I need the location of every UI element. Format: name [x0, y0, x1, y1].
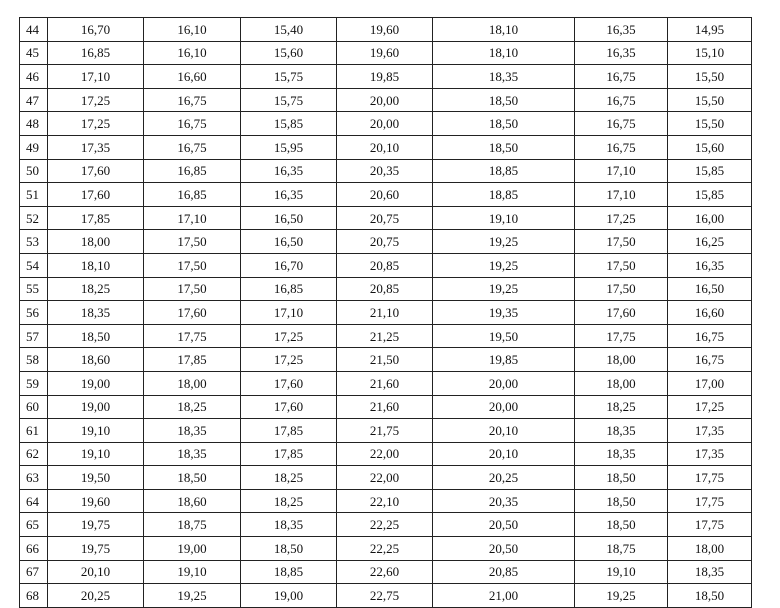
- row-number-cell: 52: [20, 206, 48, 230]
- table-row: [20, 135, 752, 159]
- table-row: [20, 348, 752, 372]
- value-cell: 19,10: [144, 560, 241, 584]
- value-cell: 19,00: [144, 537, 241, 561]
- value-cell: 20,00: [337, 88, 433, 112]
- value-cell: 18,35: [144, 419, 241, 443]
- value-cell: 22,25: [337, 537, 433, 561]
- value-cell: 15,75: [241, 65, 337, 89]
- row-number-cell: 62: [20, 442, 48, 466]
- value-cell: 15,50: [668, 112, 752, 136]
- value-cell: 15,75: [241, 88, 337, 112]
- value-cell: 19,50: [433, 324, 575, 348]
- row-number-cell: 56: [20, 301, 48, 325]
- value-cell: 18,10: [48, 253, 144, 277]
- value-cell: 16,35: [241, 159, 337, 183]
- value-cell: 21,00: [433, 584, 575, 608]
- value-cell: 17,10: [144, 206, 241, 230]
- value-cell: 15,95: [241, 135, 337, 159]
- value-cell: 20,25: [48, 584, 144, 608]
- value-cell: 16,75: [575, 65, 668, 89]
- value-cell: 17,25: [575, 206, 668, 230]
- value-cell: 18,50: [575, 513, 668, 537]
- value-cell: 18,85: [241, 560, 337, 584]
- value-cell: 17,25: [241, 348, 337, 372]
- value-cell: 16,10: [144, 18, 241, 42]
- value-cell: 19,25: [575, 584, 668, 608]
- value-cell: 18,50: [668, 584, 752, 608]
- value-cell: 20,10: [433, 442, 575, 466]
- value-cell: 22,10: [337, 489, 433, 513]
- value-cell: 15,50: [668, 88, 752, 112]
- value-cell: 22,00: [337, 442, 433, 466]
- value-cell: 20,10: [433, 419, 575, 443]
- value-cell: 18,35: [668, 560, 752, 584]
- value-cell: 20,35: [433, 489, 575, 513]
- value-cell: 17,50: [575, 230, 668, 254]
- table-row: [20, 206, 752, 230]
- value-cell: 20,60: [337, 183, 433, 207]
- row-number-cell: 48: [20, 112, 48, 136]
- value-cell: 18,75: [575, 537, 668, 561]
- value-cell: 18,10: [433, 41, 575, 65]
- value-cell: 20,50: [433, 513, 575, 537]
- value-cell: 17,10: [575, 159, 668, 183]
- row-number-cell: 51: [20, 183, 48, 207]
- value-cell: 20,00: [433, 395, 575, 419]
- value-cell: 20,85: [433, 560, 575, 584]
- table-row: [20, 159, 752, 183]
- table-row: [20, 41, 752, 65]
- table-row: [20, 489, 752, 513]
- value-cell: 16,35: [668, 253, 752, 277]
- value-cell: 16,35: [575, 41, 668, 65]
- value-cell: 19,00: [48, 371, 144, 395]
- value-cell: 17,10: [575, 183, 668, 207]
- value-cell: 21,25: [337, 324, 433, 348]
- value-cell: 15,60: [668, 135, 752, 159]
- row-number-cell: 60: [20, 395, 48, 419]
- table-row: [20, 442, 752, 466]
- row-number-cell: 53: [20, 230, 48, 254]
- row-number-cell: 49: [20, 135, 48, 159]
- row-number-cell: 45: [20, 41, 48, 65]
- row-number-cell: 63: [20, 466, 48, 490]
- value-cell: 18,60: [48, 348, 144, 372]
- value-cell: 17,60: [48, 183, 144, 207]
- value-cell: 18,50: [433, 88, 575, 112]
- value-cell: 18,50: [241, 537, 337, 561]
- value-cell: 17,75: [144, 324, 241, 348]
- value-cell: 17,85: [48, 206, 144, 230]
- row-number-cell: 47: [20, 88, 48, 112]
- value-cell: 16,75: [575, 112, 668, 136]
- value-cell: 14,95: [668, 18, 752, 42]
- value-cell: 20,00: [433, 371, 575, 395]
- value-cell: 16,75: [668, 348, 752, 372]
- value-cell: 17,75: [668, 466, 752, 490]
- value-cell: 21,60: [337, 371, 433, 395]
- value-cell: 18,35: [241, 513, 337, 537]
- value-cell: 16,50: [241, 230, 337, 254]
- table-row: [20, 230, 752, 254]
- table-row: [20, 277, 752, 301]
- value-cell: 19,25: [433, 253, 575, 277]
- value-cell: 18,35: [575, 442, 668, 466]
- value-cell: 19,50: [48, 466, 144, 490]
- row-number-cell: 46: [20, 65, 48, 89]
- value-cell: 16,10: [144, 41, 241, 65]
- value-cell: 15,85: [241, 112, 337, 136]
- value-cell: 21,10: [337, 301, 433, 325]
- value-cell: 18,00: [668, 537, 752, 561]
- value-cell: 16,75: [668, 324, 752, 348]
- row-number-cell: 44: [20, 18, 48, 42]
- value-cell: 16,35: [241, 183, 337, 207]
- value-cell: 15,85: [668, 183, 752, 207]
- value-cell: 16,70: [241, 253, 337, 277]
- value-cell: 16,85: [144, 183, 241, 207]
- value-cell: 17,35: [668, 419, 752, 443]
- table-row: [20, 537, 752, 561]
- value-cell: 19,25: [144, 584, 241, 608]
- table-row: [20, 65, 752, 89]
- value-cell: 17,25: [48, 112, 144, 136]
- value-cell: 17,50: [144, 230, 241, 254]
- value-cell: 22,25: [337, 513, 433, 537]
- value-cell: 21,50: [337, 348, 433, 372]
- value-cell: 19,10: [575, 560, 668, 584]
- value-cell: 16,50: [241, 206, 337, 230]
- row-number-cell: 68: [20, 584, 48, 608]
- value-cell: 19,25: [433, 230, 575, 254]
- value-cell: 20,10: [48, 560, 144, 584]
- value-cell: 20,85: [337, 253, 433, 277]
- value-cell: 18,10: [433, 18, 575, 42]
- value-cell: 18,35: [144, 442, 241, 466]
- value-cell: 16,75: [575, 88, 668, 112]
- value-cell: 18,25: [241, 489, 337, 513]
- row-number-cell: 55: [20, 277, 48, 301]
- value-cell: 19,75: [48, 513, 144, 537]
- value-cell: 16,75: [144, 112, 241, 136]
- value-cell: 17,75: [575, 324, 668, 348]
- value-cell: 19,60: [337, 18, 433, 42]
- table-row: [20, 584, 752, 608]
- value-cell: 20,25: [433, 466, 575, 490]
- value-cell: 16,85: [144, 159, 241, 183]
- value-cell: 19,10: [48, 419, 144, 443]
- value-cell: 17,35: [48, 135, 144, 159]
- value-cell: 15,85: [668, 159, 752, 183]
- value-cell: 16,60: [144, 65, 241, 89]
- value-cell: 16,75: [144, 135, 241, 159]
- value-cell: 22,75: [337, 584, 433, 608]
- value-cell: 18,00: [575, 371, 668, 395]
- value-cell: 18,50: [575, 466, 668, 490]
- value-cell: 21,60: [337, 395, 433, 419]
- value-cell: 18,35: [48, 301, 144, 325]
- value-cell: 17,10: [241, 301, 337, 325]
- value-cell: 17,85: [241, 419, 337, 443]
- value-cell: 19,60: [48, 489, 144, 513]
- value-cell: 17,60: [48, 159, 144, 183]
- table-row: [20, 560, 752, 584]
- value-cell: 17,85: [241, 442, 337, 466]
- value-cell: 19,75: [48, 537, 144, 561]
- value-cell: 16,70: [48, 18, 144, 42]
- value-cell: 19,25: [433, 277, 575, 301]
- row-number-cell: 54: [20, 253, 48, 277]
- value-cell: 18,50: [433, 112, 575, 136]
- value-cell: 19,00: [241, 584, 337, 608]
- value-cell: 17,60: [144, 301, 241, 325]
- value-cell: 18,85: [433, 159, 575, 183]
- value-cell: 15,60: [241, 41, 337, 65]
- value-cell: 18,35: [575, 419, 668, 443]
- value-cell: 18,35: [433, 65, 575, 89]
- row-number-cell: 66: [20, 537, 48, 561]
- value-cell: 16,25: [668, 230, 752, 254]
- value-cell: 20,75: [337, 230, 433, 254]
- value-cell: 16,00: [668, 206, 752, 230]
- value-cell: 17,50: [575, 277, 668, 301]
- value-cell: 20,50: [433, 537, 575, 561]
- value-cell: 20,10: [337, 135, 433, 159]
- value-cell: 16,60: [668, 301, 752, 325]
- value-cell: 18,60: [144, 489, 241, 513]
- value-cell: 17,60: [241, 395, 337, 419]
- value-cell: 17,60: [575, 301, 668, 325]
- value-cell: 17,25: [48, 88, 144, 112]
- value-cell: 17,10: [48, 65, 144, 89]
- value-cell: 18,00: [48, 230, 144, 254]
- table-row: [20, 18, 752, 42]
- value-cell: 17,75: [668, 489, 752, 513]
- row-number-cell: 61: [20, 419, 48, 443]
- table-row: [20, 419, 752, 443]
- value-cell: 19,60: [337, 41, 433, 65]
- table-row: [20, 513, 752, 537]
- value-cell: 18,50: [48, 324, 144, 348]
- value-cell: 22,60: [337, 560, 433, 584]
- table-row: [20, 371, 752, 395]
- value-cell: 16,75: [144, 88, 241, 112]
- value-cell: 19,35: [433, 301, 575, 325]
- value-cell: 18,75: [144, 513, 241, 537]
- value-cell: 16,35: [575, 18, 668, 42]
- value-cell: 18,25: [241, 466, 337, 490]
- value-cell: 18,50: [575, 489, 668, 513]
- value-cell: 17,60: [241, 371, 337, 395]
- value-cell: 19,00: [48, 395, 144, 419]
- value-cell: 15,50: [668, 65, 752, 89]
- value-cell: 18,25: [48, 277, 144, 301]
- value-cell: 17,25: [241, 324, 337, 348]
- value-cell: 20,75: [337, 206, 433, 230]
- value-cell: 17,35: [668, 442, 752, 466]
- value-cell: 16,85: [48, 41, 144, 65]
- value-cell: 19,10: [433, 206, 575, 230]
- value-cell: 16,85: [241, 277, 337, 301]
- value-cell: 17,75: [668, 513, 752, 537]
- value-cell: 18,00: [144, 371, 241, 395]
- value-cell: 18,25: [144, 395, 241, 419]
- value-cell: 16,50: [668, 277, 752, 301]
- value-cell: 17,25: [668, 395, 752, 419]
- row-number-cell: 50: [20, 159, 48, 183]
- row-number-cell: 59: [20, 371, 48, 395]
- value-cell: 18,50: [144, 466, 241, 490]
- table-row: [20, 253, 752, 277]
- table-row: [20, 183, 752, 207]
- row-number-cell: 67: [20, 560, 48, 584]
- value-cell: 18,50: [433, 135, 575, 159]
- value-cell: 15,40: [241, 18, 337, 42]
- value-cell: 18,85: [433, 183, 575, 207]
- value-cell: 21,75: [337, 419, 433, 443]
- value-cell: 22,00: [337, 466, 433, 490]
- value-cell: 18,25: [575, 395, 668, 419]
- value-cell: 17,50: [575, 253, 668, 277]
- value-cell: 19,10: [48, 442, 144, 466]
- table-row: [20, 112, 752, 136]
- table-row: [20, 301, 752, 325]
- table-row: [20, 466, 752, 490]
- value-cell: 17,50: [144, 277, 241, 301]
- value-cell: 16,75: [575, 135, 668, 159]
- value-cell: 20,35: [337, 159, 433, 183]
- value-cell: 19,85: [433, 348, 575, 372]
- value-cell: 17,50: [144, 253, 241, 277]
- table-row: [20, 395, 752, 419]
- table-row: [20, 88, 752, 112]
- table-body: [20, 18, 752, 608]
- row-number-cell: 64: [20, 489, 48, 513]
- value-cell: 19,85: [337, 65, 433, 89]
- value-cell: 15,10: [668, 41, 752, 65]
- row-number-cell: 58: [20, 348, 48, 372]
- value-cell: 17,00: [668, 371, 752, 395]
- table-row: [20, 324, 752, 348]
- value-cell: 17,85: [144, 348, 241, 372]
- row-number-cell: 57: [20, 324, 48, 348]
- value-cell: 18,00: [575, 348, 668, 372]
- value-cell: 20,85: [337, 277, 433, 301]
- row-number-cell: 65: [20, 513, 48, 537]
- value-cell: 20,00: [337, 112, 433, 136]
- data-table: [19, 17, 752, 608]
